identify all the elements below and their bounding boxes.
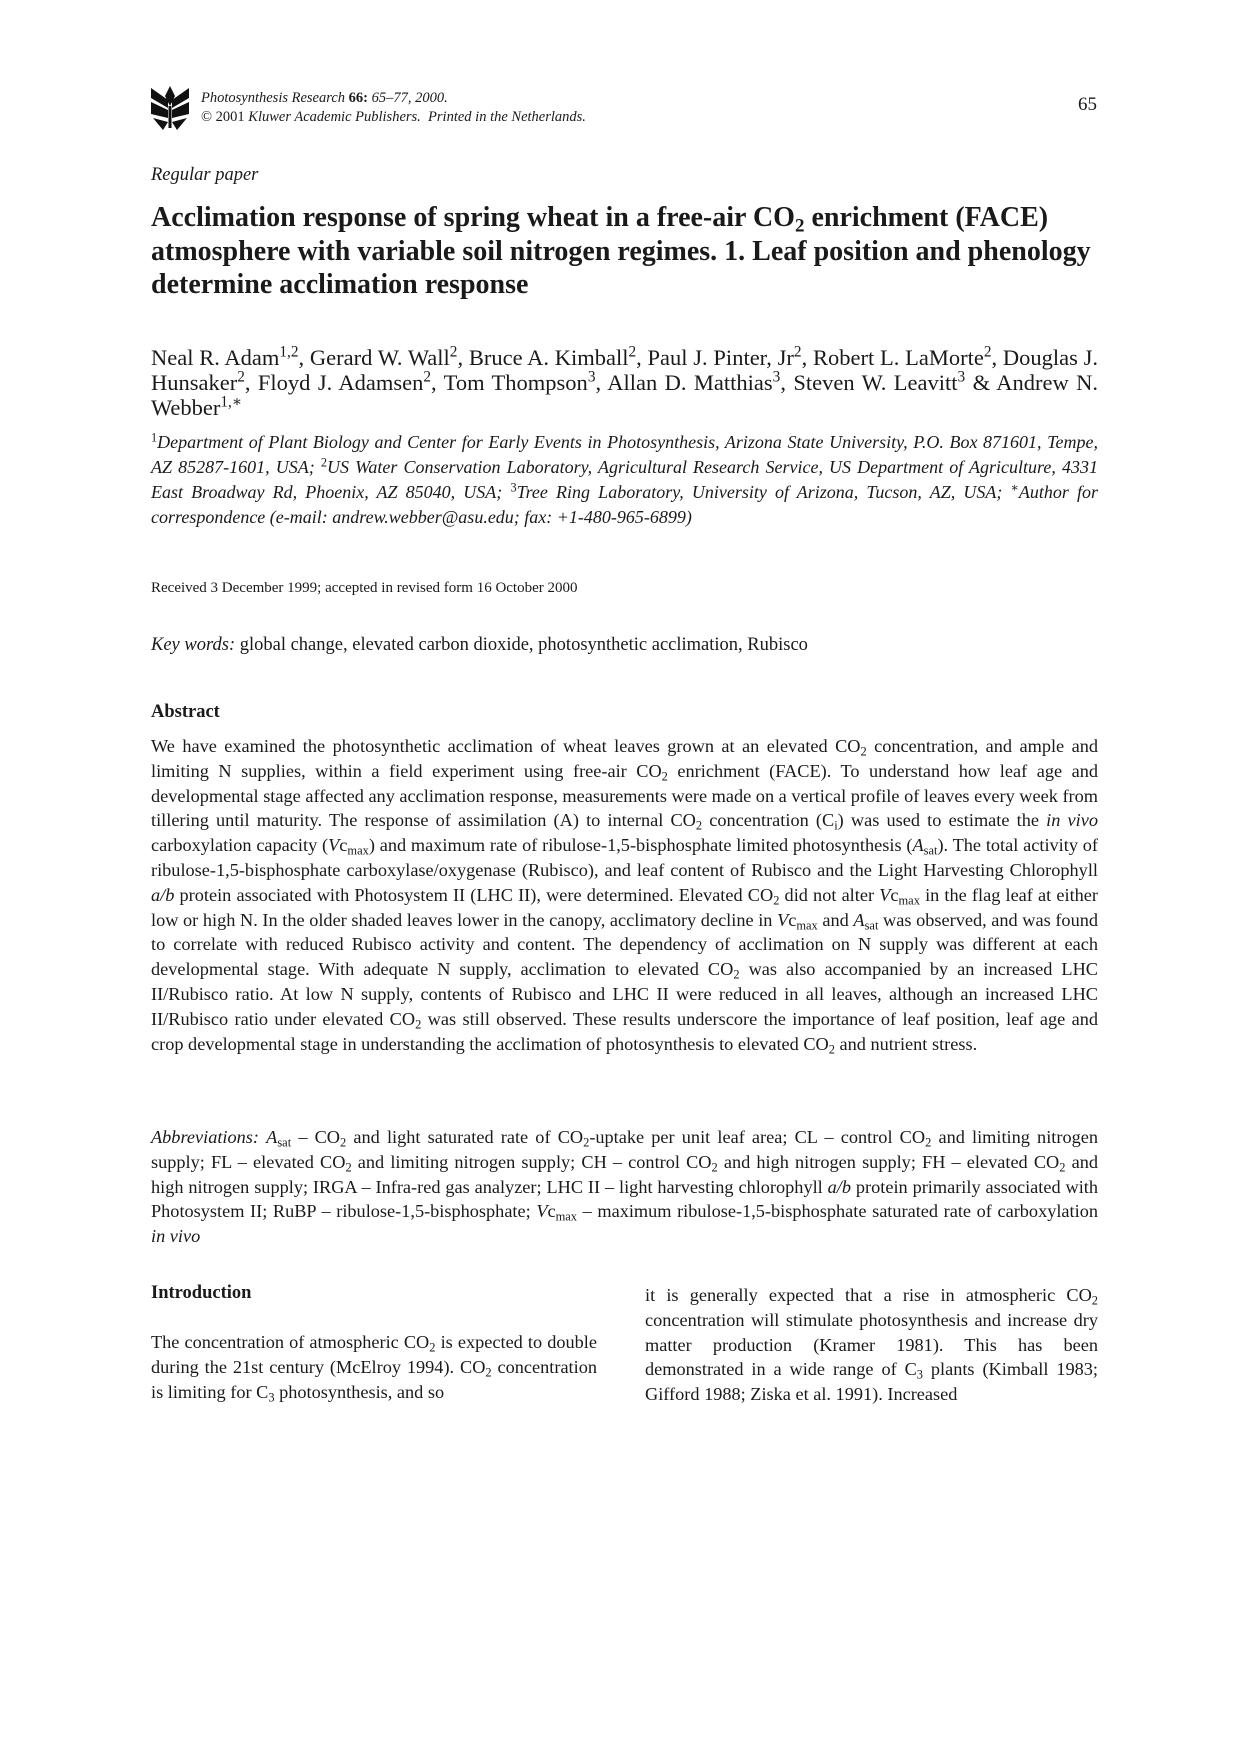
author-separator: , [636, 345, 648, 370]
printed-location: Printed in the Netherlands. [428, 109, 586, 125]
author-name: Allan D. Matthias [607, 370, 773, 395]
author-affiliation-mark: 2 [793, 343, 802, 361]
author-affiliation-mark: 1,∗ [220, 393, 243, 411]
author-separator: , [298, 345, 310, 370]
author-name: Tom Thompson [443, 370, 588, 395]
author-name: Paul J. Pinter, Jr [647, 345, 794, 370]
author-affiliation-mark: 3 [957, 368, 966, 386]
introduction-column-left: The concentration of atmospheric $CO_2$ is expected to double during the 21st century (McElroy 1994). $CO_2$ concentration is limiting for $C_3$ photosynthesis, and so [151, 1332, 598, 1405]
author-affiliation-mark: 1,2 [279, 343, 299, 361]
author-name: Bruce A. Kimball [468, 345, 629, 370]
journal-volume: 66: [348, 90, 368, 106]
author-name: Andrew N. Webber [151, 370, 1098, 420]
publisher-name: Kluwer Academic Publishers. [248, 109, 421, 125]
author-list [151, 345, 1098, 420]
author-separator: , [595, 370, 608, 395]
author-separator: , [431, 370, 444, 395]
keywords-label: Key words: [151, 635, 236, 655]
paper-type: Regular paper [151, 165, 259, 185]
author-name: Floyd J. Adamsen [257, 370, 424, 395]
abstract-body: We have examined the photosynthetic acclimation of wheat leaves grown at an elevated $CO_2$ concentration, and ample and limiting N supplies, within a field experiment using free-air $CO_2$ enrichment (FACE). To understand how leaf age and developmental stage affected any acclimation response, measurements were made on a vertical profile of leaves every week from tillering until maturity. The response of assimilation (A) to internal $CO_2$ concentration $(C_i)$ was used to estimate the in vivo carboxylation capacity $(Vc_{max})$ and maximum rate of ribulose-1,5-bisphosphate limited photosynthesis $(A_{sat})$. The total activity of ribulose-1,5-bisphosphate carboxylase/oxygenase (Rubisco), and leaf content of Rubisco and the Light Harvesting Chlorophyll a/b protein associated with Photosystem II (LHC II), were determined. Elevated $CO_2$ did not alter $Vc_{max}$ in the flag leaf at either low or high N. In the older shaded leaves lower in the canopy, acclimatory decline in $Vc_{max}$ and $A_{sat}$ was observed, and was found to correlate with reduced Rubisco activity and content. The dependency of acclimation on N supply was different at each developmental stage. With adequate N supply, acclimation to elevated $CO_2$ was also accompanied by an increased LHC II/Rubisco ratio. At low N supply, contents of Rubisco and LHC II were reduced in all leaves, although an increased LHC II/Rubisco ratio under elevated $CO_2$ was still observed. These results underscore the importance of leaf position, leaf age and crop developmental stage in understanding the acclimation of photosynthesis to elevated $CO_2$ and nutrient stress. [151, 736, 1099, 1057]
abstract-heading: Abstract [151, 702, 220, 722]
author-separator: , [244, 370, 258, 395]
affiliations: $^1$Department of Plant Biology and Center for Early Events in Photosynthesis, Arizona State University, P.O. Box 871601, Tempe, AZ 85287-1601, USA; $^2$US Water Conservation Laboratory, Agricultural Research Service, US Department of Agriculture, 4331 East Broadway Rd, Phoenix, AZ 85040, USA; $^3$Tree Ring Laboratory, University of Arizona, Tucson, AZ, USA; ∗Author for correspondence (e-mail: andrew.webber@asu.edu; fax: +1-480-965-6899) [151, 430, 1098, 527]
journal-name: Photosynthesis Research [201, 90, 346, 106]
author-separator: & [965, 370, 997, 395]
author-affiliation-mark: 2 [237, 368, 245, 386]
author-affiliation-mark: 2 [628, 343, 637, 361]
author-affiliation-mark: 2 [423, 368, 432, 386]
copyright-notice: © 2001 [201, 109, 245, 125]
publisher-logo-icon [151, 86, 189, 130]
paper-title: Acclimation response of spring wheat in a free-air $CO_2$ enrichment (FACE) atmosphere with variable soil nitrogen regimes. 1. Leaf position and phenology determine acclimation response [151, 202, 1091, 300]
author-separator: , [991, 345, 1003, 370]
page-number: 65 [1078, 94, 1097, 115]
author-name: Neal R. Adam [151, 345, 280, 370]
introduction-heading: Introduction [151, 1283, 252, 1303]
received-dates: Received 3 December 1999; accepted in revised form 16 October 2000 [151, 580, 578, 596]
author-name: Steven W. Leavitt [793, 370, 958, 395]
abbreviations: Abbreviations: $A_{sat} - CO_2$ and light saturated rate of $CO_2$-uptake per unit leaf area; CL – control $CO_2$ and limiting nitrogen supply; FL – elevated $CO_2$ and limiting nitrogen supply; CH – control $CO_2$ and high nitrogen supply; FH – elevated $CO_2$ and high nitrogen supply; IRGA – Infra-red gas analyzer; LHC II – light harvesting chlorophyll a/b protein primarily associated with Photosystem II; RuBP – ribulose-1,5-bisphosphate; $Vc_{max}$ – maximum ribulose-1,5-bisphosphate saturated rate of carboxylation in vivo [151, 1127, 1098, 1247]
author-affiliation-mark: 3 [587, 368, 596, 386]
keywords [151, 635, 808, 656]
journal-pages-year: 65–77, 2000. [371, 90, 448, 106]
author-affiliation-mark: 2 [449, 343, 458, 361]
author-separator: , [780, 370, 794, 395]
author-separator: , [801, 345, 813, 370]
author-affiliation-mark: 3 [772, 368, 781, 386]
author-name: Douglas J. Hunsaker [151, 345, 1098, 395]
journal-citation [201, 89, 586, 127]
keywords-text: global change, elevated carbon dioxide, photosynthetic acclimation, Rubisco [235, 635, 808, 655]
author-name: Robert L. LaMorte [812, 345, 984, 370]
author-name: Gerard W. Wall [309, 345, 450, 370]
author-separator: , [457, 345, 469, 370]
introduction-column-right: it is generally expected that a rise in atmospheric $CO_2$ concentration will stimulate photosynthesis and increase dry matter production (Kramer 1981). This has been demonstrated in a wide range of $C_3$ plants (Kimball 1983; Gifford 1988; Ziska et al. 1991). Increased [645, 1285, 1098, 1405]
author-affiliation-mark: 2 [983, 343, 992, 361]
